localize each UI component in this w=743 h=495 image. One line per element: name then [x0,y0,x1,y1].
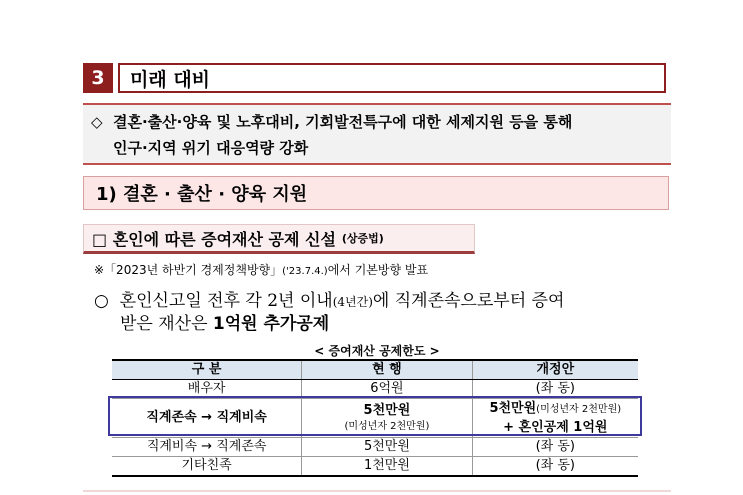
item-title: □ 혼인에 따른 증여재산 공제 신설 [92,229,336,249]
header-category: 구 분 [112,360,302,380]
summary-line-2: 인구·지역 위기 대응역량 강화 [113,139,309,157]
table-row [112,380,638,399]
bullet-bold-text: 1억원 추가공제 [212,314,330,334]
summary-box [83,103,671,165]
proposed-sub: (미성년자 2천만원) [536,403,622,415]
row-current: 5천만원 [302,438,472,457]
row-category: 배우자 [112,380,302,399]
bottom-divider [83,490,671,492]
bullet-item [94,290,564,335]
item-heading [83,224,475,254]
reference-note [94,261,428,278]
header-proposed: 개정안 [472,360,638,380]
bullet-text-small: (4년간) [332,295,373,309]
section-title-text: 미래 대비 [130,68,211,91]
note-date: ('23.7.4.) [282,266,328,277]
table-row-highlighted [112,399,638,438]
subsection-title: 1) 결혼 · 출산 · 양육 지원 [96,184,308,205]
law-tag: (상증법) [341,232,384,245]
table-caption: < 증여재산 공제한도 > [314,344,440,358]
row-current: 6억원 [302,380,472,399]
bullet-line-2 [94,313,564,335]
row-current [302,399,472,438]
bullet-text-a: 혼인신고일 전후 각 2년 이내 [119,291,333,311]
current-main: 5천만원 [363,403,411,418]
proposed-main: 5천만원 [489,400,537,416]
summary-text-1: 결혼·출산·양육 및 노후대비, 기회발전특구에 대한 세제지원 등을 통해 [113,113,573,131]
section-title [118,63,666,93]
row-category: 기타친족 [112,457,302,477]
section-number: 3 [83,63,113,93]
table-header-row [112,360,638,380]
deduction-table [112,359,638,477]
row-current: 1천만원 [302,457,472,477]
header-current: 현 행 [302,360,472,380]
summary-line-1 [91,109,671,135]
row-proposed [472,399,638,438]
subsection-heading [83,176,669,210]
bullet-line-1 [94,290,564,313]
row-proposed: (좌 동) [472,380,638,399]
row-proposed: (좌 동) [472,457,638,477]
proposed-add: + 혼인공제 1억원 [503,419,608,435]
note-suffix: 에서 기본방향 발표 [327,263,429,277]
current-sub: (미성년자 2천만원) [344,421,430,432]
row-category: 직계비속 → 직계존속 [112,438,302,457]
row-proposed: (좌 동) [472,438,638,457]
bullet-text-c: 받은 재산은 [120,314,208,334]
row-category: 직계존속 → 직계비속 [112,399,302,438]
table-row [112,457,638,477]
table-row [112,438,638,457]
note-prefix: ※「2023년 하반기 경제정책방향」 [94,263,283,277]
circle-bullet-icon: ○ [94,291,109,311]
diamond-bullet-icon: ◇ [91,113,103,131]
bullet-text-b: 에 직계존속으로부터 증여 [372,291,565,311]
